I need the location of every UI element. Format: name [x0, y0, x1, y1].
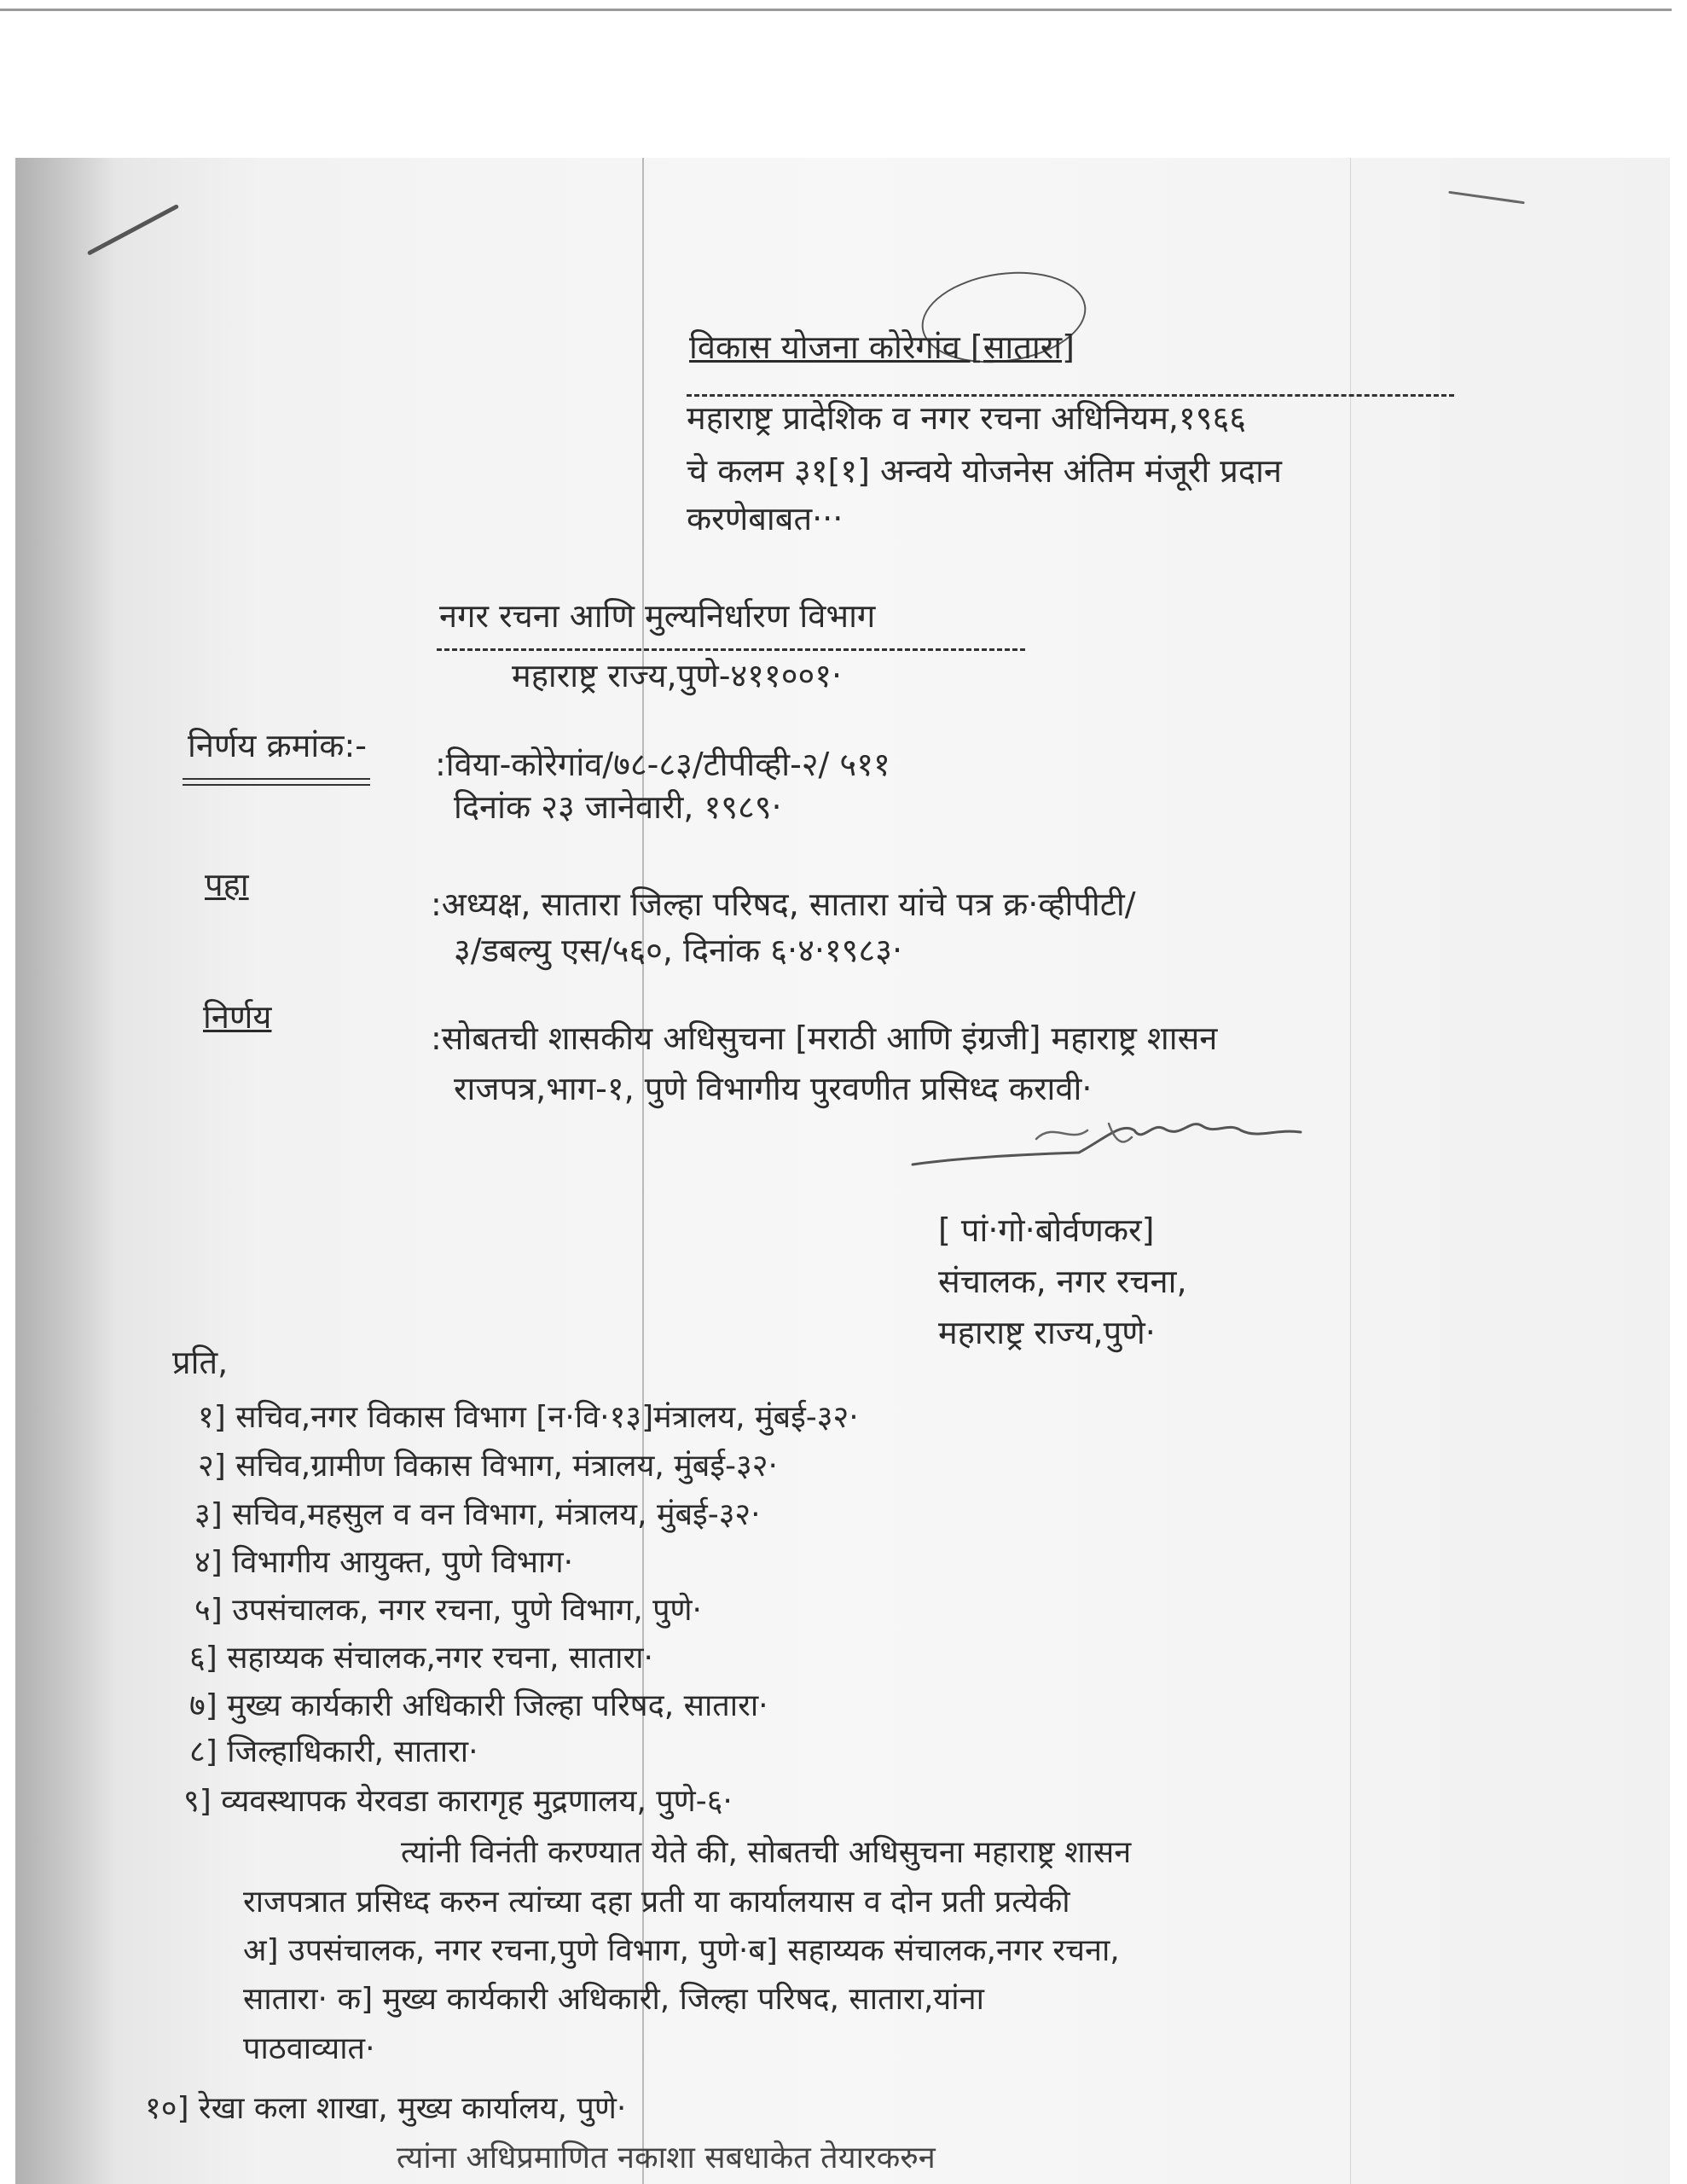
signatory-place: महाराष्ट्र राज्य,पुणे· [938, 1314, 1156, 1351]
copy-item: २] सचिव,ग्रामीण विकास विभाग, मंत्रालय, मुंबई-३२· [198, 1449, 778, 1484]
decision-date: दिनांक २३ जानेवारी, १९८९· [454, 788, 782, 826]
scan-shadow [15, 158, 118, 2184]
signatory-name: [ पां·गो·बोर्वणकर] [938, 1211, 1155, 1249]
subject-title: विकास योजना कोरेगांव [सातारा] [689, 328, 1075, 366]
department-address: महाराष्ट्र राज्य,पुणे-४११००१· [512, 657, 843, 694]
pen-mark [1448, 191, 1525, 204]
handwritten-signature [908, 1105, 1309, 1173]
subject-divider [687, 394, 1454, 397]
copy-item: ९] व्यवस्थापक येरवडा कारागृह मुद्रणालय, पुणे-६· [183, 1784, 733, 1819]
copy-item: ३] सचिव,महसुल व वन विभाग, मंत्रालय, मुंबई-३२· [194, 1497, 761, 1532]
decision-line-1: :सोबतची शासकीय अधिसुचना [मराठी आणि इंग्रजी] महाराष्ट्र शासन [431, 1019, 1218, 1057]
decision-line-2: राजपत्र,भाग-१, पुणे विभागीय पुरवणीत प्रसिध्द करावी· [454, 1070, 1093, 1107]
label-double-underline [183, 778, 370, 786]
copy-item: ६] सहाय्यक संचालक,नगर रचना, सातारा· [189, 1641, 653, 1676]
fold-line-right [1350, 158, 1351, 2184]
request-line-4: सातारा· क] मुख्य कार्यकारी अधिकारी, जिल्हा परिषद, सातारा,यांना [243, 1982, 984, 2017]
copy-item: ७] मुख्य कार्यकारी अधिकारी जिल्हा परिषद, सातारा· [189, 1688, 768, 1723]
copy-item: ८] जिल्हाधिकारी, सातारा· [189, 1734, 478, 1769]
request-line-2: राजपत्रात प्रसिध्द करुन त्यांच्या दहा प्रती या कार्यालयास व दोन प्रती प्रत्येकी [243, 1885, 1070, 1920]
copy-item: १] सचिव,नगर विकास विभाग [न·वि·१३]मंत्रालय, मुंबई-३२· [198, 1400, 859, 1435]
copy-to-label: प्रति, [172, 1344, 229, 1381]
request-line-1: त्यांनी विनंती करण्यात येते की, सोबतची अधिसुचना महाराष्ट्र शासन [401, 1835, 1132, 1870]
reference-line-2: ३/डबल्यु एस/५६०, दिनांक ६·४·१९८३· [454, 932, 903, 969]
department-name: नगर रचना आणि मुल्यनिर्धारण विभाग [439, 597, 876, 635]
scan-top-rule [0, 9, 1672, 11]
request-line-5: पाठवाव्यात· [243, 2031, 375, 2066]
copy-item: ५] उपसंचालक, नगर रचना, पुणे विभाग, पुणे· [194, 1593, 703, 1628]
subject-line-3: करणेबाबत··· [687, 500, 844, 537]
subject-line-1: महाराष्ट्र प्रादेशिक व नगर रचना अधिनियम,१९६६ [687, 399, 1247, 437]
decision-no-label: निर्णय क्रमांक:- [188, 727, 367, 764]
reference-line-1: :अध्यक्ष, सातारा जिल्हा परिषद, सातारा यांचे पत्र क्र·व्हीपीटी/ [431, 886, 1136, 923]
subject-line-2: चे कलम ३१[१] अन्वये योजनेस अंतिम मंजूरी प्रदान [687, 452, 1282, 490]
copy-item-10-continuation: त्यांना अधिप्रमाणित नकाशा सबधाकेत तेयारकरुन [397, 2140, 936, 2175]
department-divider [437, 648, 1025, 651]
fold-line [642, 158, 644, 2184]
copy-item-10: १०] रेखा कला शाखा, मुख्य कार्यालय, पुणे· [145, 2091, 627, 2126]
copy-item: ४] विभागीय आयुक्त, पुणे विभाग· [194, 1545, 574, 1580]
reference-label: पहा [205, 866, 249, 903]
decision-no-value: :विया-कोरेगांव/७८-८३/टीपीव्ही-२/ ५११ [435, 746, 890, 783]
request-line-3: अ] उपसंचालक, नगर रचना,पुणे विभाग, पुणे·ब] सहाय्यक संचालक,नगर रचना, [243, 1933, 1120, 1968]
decision-label: निर्णय [203, 998, 272, 1036]
signatory-designation: संचालक, नगर रचना, [938, 1263, 1187, 1300]
